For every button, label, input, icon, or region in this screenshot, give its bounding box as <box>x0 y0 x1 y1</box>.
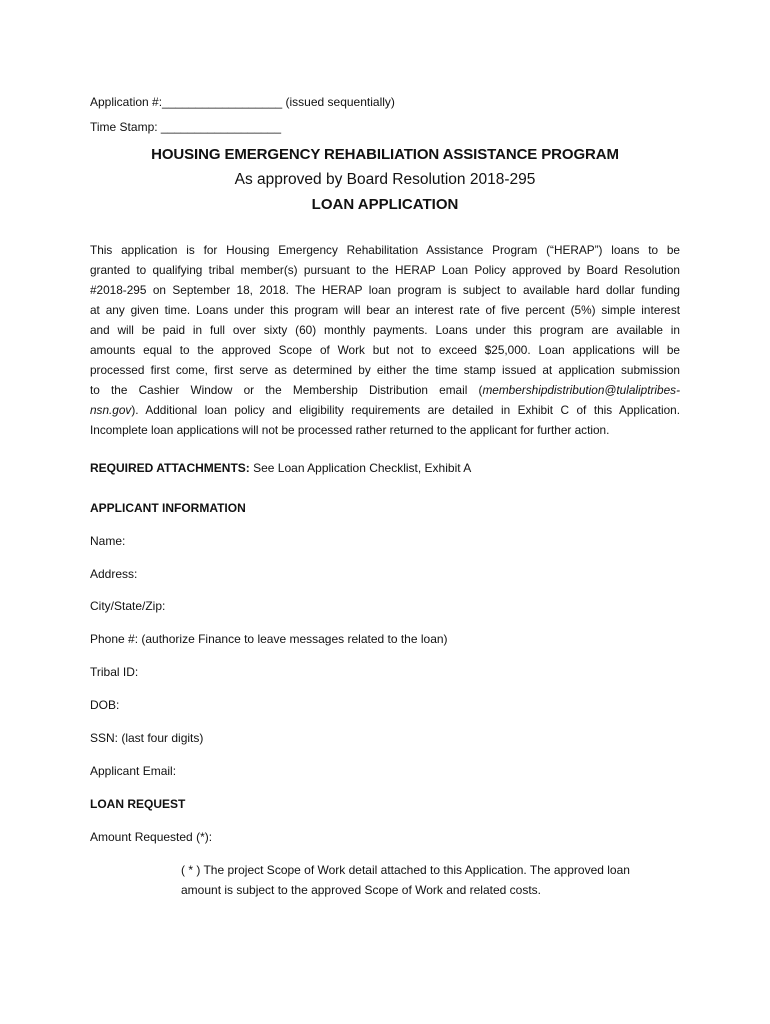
ssn-label: SSN: (last four digits) <box>90 731 204 745</box>
program-title: HOUSING EMERGENCY REHABILIATION ASSISTANCE PROGRAM <box>151 146 619 163</box>
applicant-email-label: Applicant Email: <box>90 764 177 778</box>
intro-paragraph <box>90 240 680 440</box>
intro-line-text: to the Cashier Window or the Membership Distribution email ( <box>90 383 483 397</box>
intro-line: amounts equal to the approved Scope of Work but not to exceed $25,000. Loan applications will be <box>90 343 680 357</box>
intro-line-text: ). Additional loan policy and eligibility requirements are detailed in Exhibit C of this Application. <box>131 403 680 417</box>
intro-line-email-end <box>90 400 680 420</box>
email-address-part: membershipdistribution@tulaliptribes- <box>482 383 680 397</box>
intro-line: granted to qualifying tribal member(s) pursuant to the HERAP Loan Policy approved by Board Resolution <box>90 263 680 277</box>
form-title: LOAN APPLICATION <box>311 196 459 213</box>
applicant-information-heading: APPLICANT INFORMATION <box>90 501 246 515</box>
note-line: amount is subject to the approved Scope of Work and related costs. <box>181 883 541 897</box>
phone-label: Phone #: (authorize Finance to leave messages related to the loan) <box>90 632 448 646</box>
address-label: Address: <box>90 567 138 581</box>
intro-line: processed first come, first serve as determined by either the time stamp issued at application submission <box>90 363 680 377</box>
loan-request-heading: LOAN REQUEST <box>90 797 186 811</box>
required-attachments-text: See Loan Application Checklist, Exhibit A <box>249 461 472 475</box>
note-line: ( * ) The project Scope of Work detail attached to this Application. The approved loan <box>181 863 630 877</box>
intro-line: and will be paid in full over sixty (60) monthly payments. Loans under this program are available in <box>90 323 680 337</box>
dob-label: DOB: <box>90 698 120 712</box>
intro-line: #2018-295 on September 18, 2018. The HERAP loan program is subject to available hard dollar funding <box>90 283 680 297</box>
required-attachments-label: REQUIRED ATTACHMENTS: <box>90 461 250 475</box>
required-attachments <box>90 460 471 476</box>
intro-line: at any given time. Loans under this program will bear an interest rate of five percent (5%) simple interest <box>90 303 680 317</box>
amount-requested-label: Amount Requested (*): <box>90 830 213 844</box>
time-stamp-field: Time Stamp: __________________ <box>90 120 282 134</box>
application-number-field: Application #:__________________ (issued sequentially) <box>90 95 395 109</box>
email-address-part: nsn.gov <box>90 403 132 417</box>
intro-line: Incomplete loan applications will not be processed rather returned to the applicant for further action. <box>90 423 610 437</box>
resolution-subtitle: As approved by Board Resolution 2018-295 <box>234 171 536 188</box>
city-state-zip-label: City/State/Zip: <box>90 599 166 613</box>
intro-line: This application is for Housing Emergency Rehabilitation Assistance Program (“HERAP”) loans to be <box>90 243 680 257</box>
tribal-id-label: Tribal ID: <box>90 665 139 679</box>
intro-line-email <box>90 380 680 400</box>
scope-of-work-note <box>181 860 681 900</box>
name-label: Name: <box>90 534 126 548</box>
